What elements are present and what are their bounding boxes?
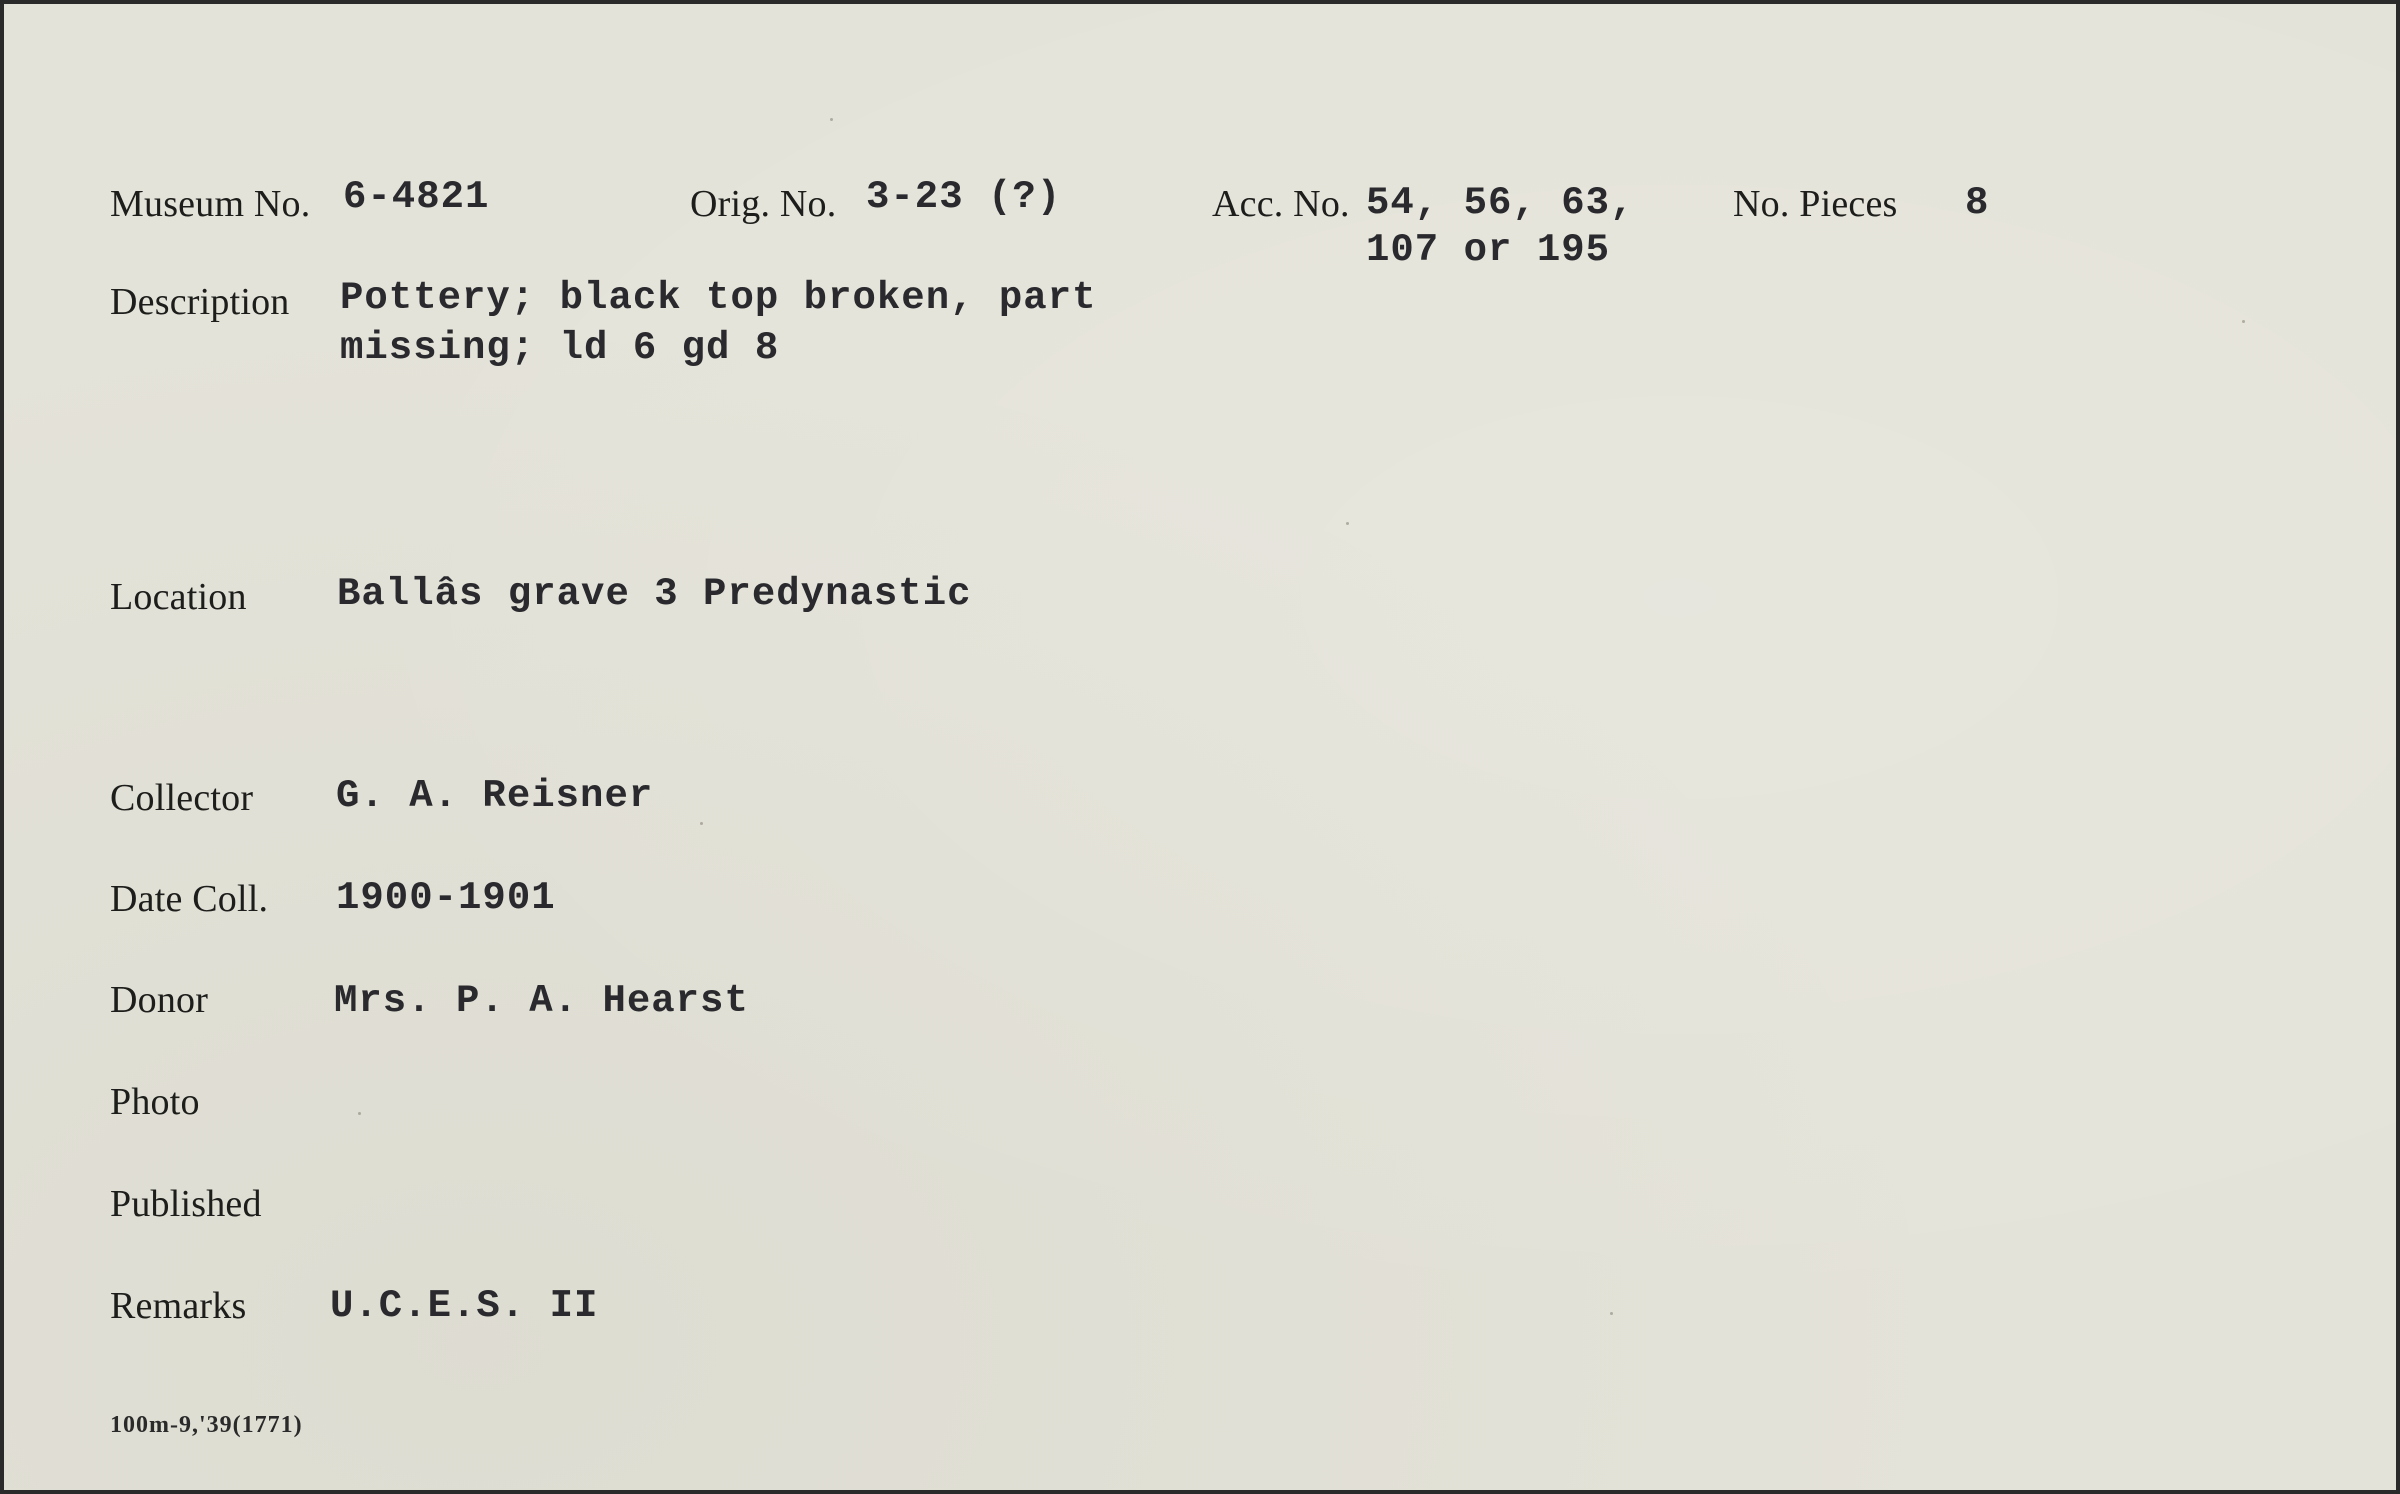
collector-value: G. A. Reisner bbox=[336, 774, 654, 818]
acc-no-value-line1: 54, 56, 63, bbox=[1366, 181, 1635, 225]
description-label: Description bbox=[110, 281, 290, 323]
no-pieces-value: 8 bbox=[1965, 181, 1990, 225]
photo-label: Photo bbox=[110, 1081, 200, 1123]
museum-no-value: 6-4821 bbox=[343, 175, 490, 219]
paper-speck bbox=[1610, 1312, 1613, 1315]
orig-no-label: Orig. No. bbox=[690, 183, 837, 225]
date-coll-label: Date Coll. bbox=[110, 878, 269, 920]
location-label: Location bbox=[110, 576, 247, 618]
donor-value: Mrs. P. A. Hearst bbox=[334, 979, 749, 1023]
remarks-label: Remarks bbox=[110, 1285, 247, 1327]
orig-no-value: 3-23 (?) bbox=[866, 175, 1062, 219]
description-value-line1: Pottery; black top broken, part bbox=[340, 276, 1097, 320]
location-value: Ballâs grave 3 Predynastic bbox=[337, 572, 972, 616]
acc-no-label: Acc. No. bbox=[1212, 183, 1350, 225]
acc-no-value-line2: 107 or 195 bbox=[1366, 228, 1611, 272]
card-print-code: 100m-9,'39(1771) bbox=[110, 1412, 303, 1438]
remarks-value: U.C.E.S. II bbox=[330, 1284, 599, 1328]
paper-speck bbox=[700, 822, 703, 825]
museum-no-label: Museum No. bbox=[110, 183, 311, 225]
paper-speck bbox=[358, 1112, 361, 1115]
paper-speck bbox=[2242, 320, 2245, 323]
no-pieces-label: No. Pieces bbox=[1733, 183, 1898, 225]
donor-label: Donor bbox=[110, 979, 209, 1021]
published-label: Published bbox=[110, 1183, 262, 1225]
paper-speck bbox=[830, 118, 833, 121]
collector-label: Collector bbox=[110, 777, 254, 819]
description-value-line2: missing; ld 6 gd 8 bbox=[340, 326, 780, 370]
paper-speck bbox=[1346, 522, 1349, 525]
date-coll-value: 1900-1901 bbox=[336, 876, 556, 920]
